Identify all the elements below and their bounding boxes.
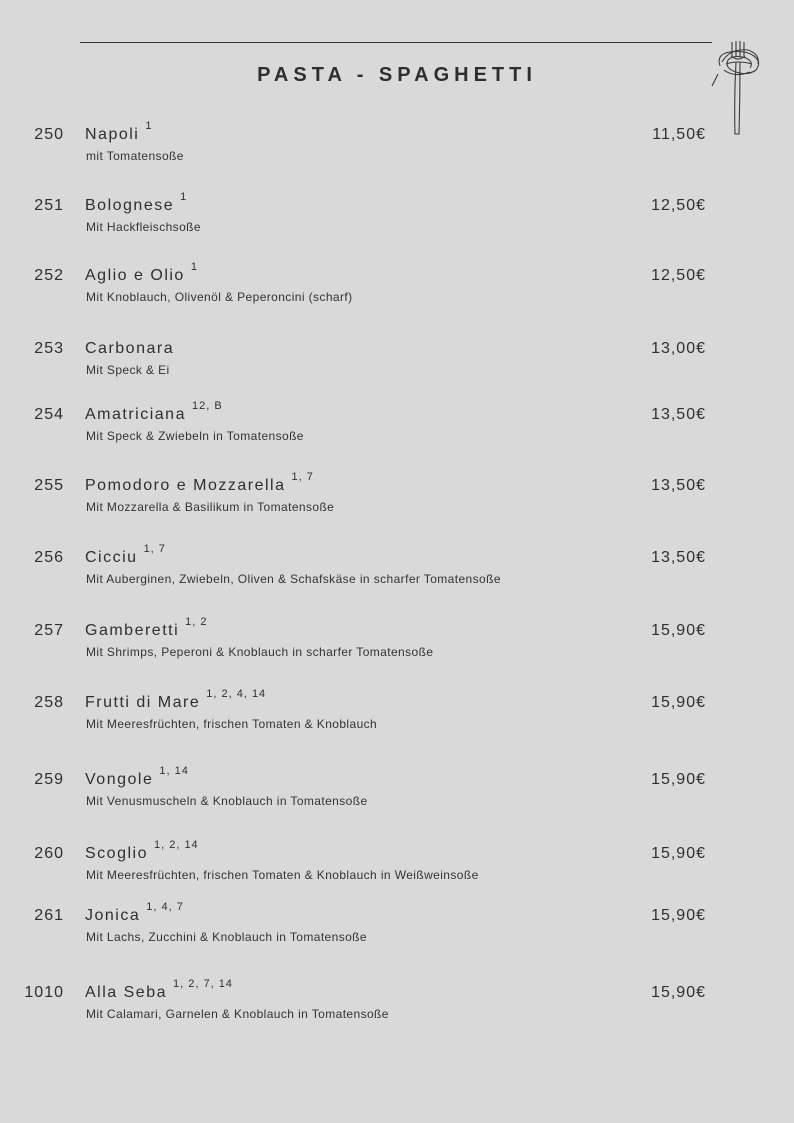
item-name-text: Aglio e Olio [85,267,185,284]
item-name-text: Vongole [85,771,154,788]
item-price: 15,90€ [651,845,706,862]
item-name-text: Alla Seba [85,984,167,1001]
allergen-codes: 1, 2, 14 [153,839,199,851]
menu-item [0,616,794,672]
allergen-codes: 1, 2 [185,616,208,628]
menu-item [0,191,794,247]
item-name-text: Carbonara [85,340,175,357]
item-description: Mit Venusmuscheln & Knoblauch in Tomatensoße [86,794,368,808]
allergen-codes: 1 [145,120,153,132]
item-price: 15,90€ [651,622,706,639]
item-price: 11,50€ [652,126,706,143]
menu-item [0,543,794,599]
allergen-codes: 12, B [191,400,223,412]
item-description: Mit Meeresfrüchten, frischen Tomaten & Knoblauch [86,717,378,731]
item-number: 256 [34,549,64,566]
item-name-text: Frutti di Mare [85,694,201,711]
item-name [85,191,188,215]
menu-item [0,901,794,957]
item-number: 257 [34,622,64,639]
item-price: 13,50€ [651,549,706,566]
item-number: 259 [34,771,64,788]
item-number: 252 [34,267,64,284]
item-name-text: Napoli [85,126,140,143]
menu-item [0,765,794,821]
allergen-codes: 1, 7 [143,543,166,555]
item-description: Mit Shrimps, Peperoni & Knoblauch in scharfer Tomatensoße [86,645,434,659]
item-price: 15,90€ [651,694,706,711]
item-description: Mit Knoblauch, Olivenöl & Peperoncini (scharf) [86,290,353,304]
item-description: Mit Auberginen, Zwiebeln, Oliven & Schafskäse in scharfer Tomatensoße [86,572,501,586]
item-number: 255 [34,477,64,494]
item-description: Mit Meeresfrüchten, frischen Tomaten & Knoblauch in Weißweinsoße [86,868,479,882]
item-name-text: Cicciu [85,549,138,566]
item-description: Mit Speck & Zwiebeln in Tomatensoße [86,429,304,443]
item-description: Mit Calamari, Garnelen & Knoblauch in Tomatensoße [86,1007,389,1021]
item-price: 15,90€ [651,984,706,1001]
allergen-codes: 1 [180,191,188,203]
menu-item [0,839,794,895]
item-price: 12,50€ [651,267,706,284]
item-price: 13,50€ [651,406,706,423]
item-number: 258 [34,694,64,711]
item-description: Mit Lachs, Zucchini & Knoblauch in Tomatensoße [86,930,367,944]
item-number: 254 [34,406,64,423]
item-description: Mit Mozzarella & Basilikum in Tomatensoße [86,500,335,514]
item-price: 12,50€ [651,197,706,214]
item-name [85,543,166,567]
item-number: 261 [34,907,64,924]
item-name [85,688,267,712]
item-name [85,261,198,285]
item-name-text: Amatriciana [85,406,186,423]
item-description: mit Tomatensoße [86,149,184,163]
item-name-text: Gamberetti [85,622,180,639]
item-name-text: Pomodoro e Mozzarella [85,477,286,494]
item-name [85,839,199,863]
item-name-text: Scoglio [85,845,148,862]
menu-item [0,688,794,744]
item-name-text: Jonica [85,907,141,924]
menu-item [0,978,794,1034]
item-price: 15,90€ [651,771,706,788]
item-name [85,340,174,358]
item-description: Mit Hackfleischsoße [86,220,201,234]
item-number: 251 [34,197,64,214]
menu-item [0,120,794,176]
item-name [85,901,184,925]
allergen-codes: 1 [190,261,198,273]
item-number: 260 [34,845,64,862]
item-price: 13,50€ [651,477,706,494]
menu-item [0,400,794,456]
item-number: 1010 [24,984,64,1001]
item-name [85,400,223,424]
item-name [85,616,208,640]
item-price: 13,00€ [651,340,706,357]
item-description: Mit Speck & Ei [86,363,170,377]
item-number: 250 [34,126,64,143]
item-name [85,978,233,1002]
menu-item [0,471,794,527]
allergen-codes: 1, 4, 7 [146,901,184,913]
item-price: 15,90€ [651,907,706,924]
item-name [85,471,314,495]
item-name [85,765,189,789]
menu-item [0,261,794,317]
item-name [85,120,153,144]
item-name-text: Bolognese [85,197,175,214]
menu-item [0,340,794,390]
allergen-codes: 1, 14 [159,765,189,777]
allergen-codes: 1, 2, 4, 14 [206,688,267,700]
allergen-codes: 1, 7 [291,471,314,483]
page-title: PASTA - SPAGHETTI [257,64,537,86]
item-number: 253 [34,340,64,357]
allergen-codes: 1, 2, 7, 14 [173,978,233,990]
